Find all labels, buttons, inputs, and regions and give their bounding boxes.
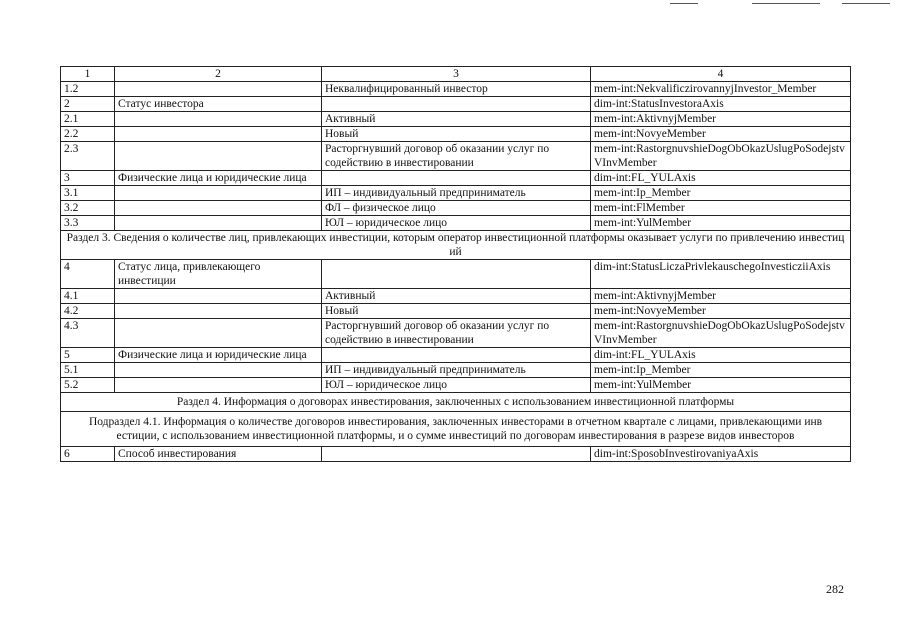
axis-name-cell: Статус инвестора: [115, 97, 322, 112]
code-cell: mem-int:AktivnyjMember: [591, 289, 851, 304]
member-name-cell: ЮЛ – юридическое лицо: [322, 216, 591, 231]
table-row: [61, 82, 851, 97]
code-cell: mem-int:NekvalificzirovannyjInvestor_Member: [591, 82, 851, 97]
member-name-cell: [322, 97, 591, 112]
axis-name-cell: [115, 142, 322, 171]
axis-name-cell: [115, 378, 322, 393]
code-cell: mem-int:Ip_Member: [591, 363, 851, 378]
row-number-cell: 5.2: [61, 378, 115, 393]
axis-name-cell: Физические лица и юридические лица: [115, 171, 322, 186]
member-name-cell: Активный: [322, 112, 591, 127]
top-scan-mark: [752, 3, 820, 4]
table-row: [61, 304, 851, 319]
axis-name-cell: [115, 304, 322, 319]
member-name-cell: ЮЛ – юридическое лицо: [322, 378, 591, 393]
header-cell: 1: [61, 67, 115, 82]
member-name-cell: ИП – индивидуальный предприниматель: [322, 363, 591, 378]
member-name-cell: [322, 348, 591, 363]
member-name-cell: ИП – индивидуальный предприниматель: [322, 186, 591, 201]
row-number-cell: 3.1: [61, 186, 115, 201]
row-number-cell: 4.3: [61, 319, 115, 348]
row-number-cell: 4.2: [61, 304, 115, 319]
table-row: [61, 186, 851, 201]
member-name-cell: [322, 447, 591, 462]
taxonomy-table: [60, 66, 851, 462]
row-number-cell: 2: [61, 97, 115, 112]
axis-name-cell: [115, 289, 322, 304]
axis-name-cell: [115, 112, 322, 127]
table-row: [61, 216, 851, 231]
member-name-cell: Активный: [322, 289, 591, 304]
axis-name-cell: [115, 201, 322, 216]
rows-section-2-3: [61, 82, 851, 231]
axis-name-cell: [115, 186, 322, 201]
section-3-heading-row: [61, 231, 851, 260]
table-row: [61, 171, 851, 186]
member-name-cell: ФЛ – физическое лицо: [322, 201, 591, 216]
code-cell: mem-int:RastorgnuvshieDogObOkazUslugPoSodejstvVInvMember: [591, 142, 851, 171]
row-number-cell: 6: [61, 447, 115, 462]
table-row: [61, 319, 851, 348]
rows-section-4-5: [61, 260, 851, 393]
table-row: [61, 348, 851, 363]
member-name-cell: Новый: [322, 304, 591, 319]
section-4-heading: Раздел 4. Информация о договорах инвестирования, заключенных с использованием инвестиционной платформы: [61, 393, 851, 412]
section-4-heading-row: [61, 393, 851, 412]
row-number-cell: 4: [61, 260, 115, 289]
header-cell: 4: [591, 67, 851, 82]
member-name-cell: [322, 171, 591, 186]
row-number-cell: 5.1: [61, 363, 115, 378]
table-row: [61, 378, 851, 393]
member-name-cell: Расторгнувший договор об оказании услуг по содействию в инвестировании: [322, 142, 591, 171]
table-row: [61, 97, 851, 112]
table-row: [61, 363, 851, 378]
subsection-4-1-heading: Подраздел 4.1. Информация о количестве договоров инвестирования, заключенных инвесторами в отчетном квартале с лицами, привлекающими инвестиции, с использованием инвестиционной платформы, и о сумме инвестиций по договорам инвестирования в разрезе видов инвесторов: [61, 412, 851, 447]
table-row: [61, 112, 851, 127]
table-row: [61, 289, 851, 304]
code-cell: dim-int:StatusInvestoraAxis: [591, 97, 851, 112]
code-cell: mem-int:YulMember: [591, 216, 851, 231]
code-cell: mem-int:AktivnyjMember: [591, 112, 851, 127]
row-number-cell: 4.1: [61, 289, 115, 304]
row-number-cell: 2.2: [61, 127, 115, 142]
rows-section-6: [61, 447, 851, 462]
row-number-cell: 2.1: [61, 112, 115, 127]
page-number: 282: [826, 582, 844, 596]
table-row: [61, 260, 851, 289]
member-name-cell: Расторгнувший договор об оказании услуг по содействию в инвестировании: [322, 319, 591, 348]
table-row: [61, 127, 851, 142]
code-cell: mem-int:YulMember: [591, 378, 851, 393]
code-cell: dim-int:SposobInvestirovaniyaAxis: [591, 447, 851, 462]
column-number-header: [61, 67, 851, 82]
code-cell: dim-int:FL_YULAxis: [591, 171, 851, 186]
row-number-cell: 5: [61, 348, 115, 363]
header-cell: 2: [115, 67, 322, 82]
code-cell: mem-int:Ip_Member: [591, 186, 851, 201]
axis-name-cell: Статус лица, привлекающего инвестиции: [115, 260, 322, 289]
row-number-cell: 3.2: [61, 201, 115, 216]
header-cell: 3: [322, 67, 591, 82]
subsection-4-1-heading-row: [61, 412, 851, 447]
code-cell: dim-int:FL_YULAxis: [591, 348, 851, 363]
row-number-cell: 2.3: [61, 142, 115, 171]
table-row: [61, 201, 851, 216]
axis-name-cell: [115, 82, 322, 97]
member-name-cell: Неквалифицированный инвестор: [322, 82, 591, 97]
row-number-cell: 1.2: [61, 82, 115, 97]
code-cell: mem-int:NovyeMember: [591, 127, 851, 142]
axis-name-cell: Физические лица и юридические лица: [115, 348, 322, 363]
top-scan-mark: [842, 3, 890, 4]
code-cell: mem-int:RastorgnuvshieDogObOkazUslugPoSodejstvVInvMember: [591, 319, 851, 348]
top-scan-mark: [670, 3, 698, 4]
row-number-cell: 3: [61, 171, 115, 186]
section-3-heading: Раздел 3. Сведения о количестве лиц, привлекающих инвестиции, которым оператор инвестиционной платформы оказывает услуги по привлечению инвестиций: [61, 231, 851, 260]
row-number-cell: 3.3: [61, 216, 115, 231]
member-name-cell: Новый: [322, 127, 591, 142]
axis-name-cell: [115, 216, 322, 231]
table-row: [61, 447, 851, 462]
table-row: [61, 142, 851, 171]
axis-name-cell: Способ инвестирования: [115, 447, 322, 462]
member-name-cell: [322, 260, 591, 289]
code-cell: dim-int:StatusLiczaPrivlekauschegoInvesticziiAxis: [591, 260, 851, 289]
axis-name-cell: [115, 127, 322, 142]
code-cell: mem-int:FlMember: [591, 201, 851, 216]
axis-name-cell: [115, 363, 322, 378]
code-cell: mem-int:NovyeMember: [591, 304, 851, 319]
axis-name-cell: [115, 319, 322, 348]
